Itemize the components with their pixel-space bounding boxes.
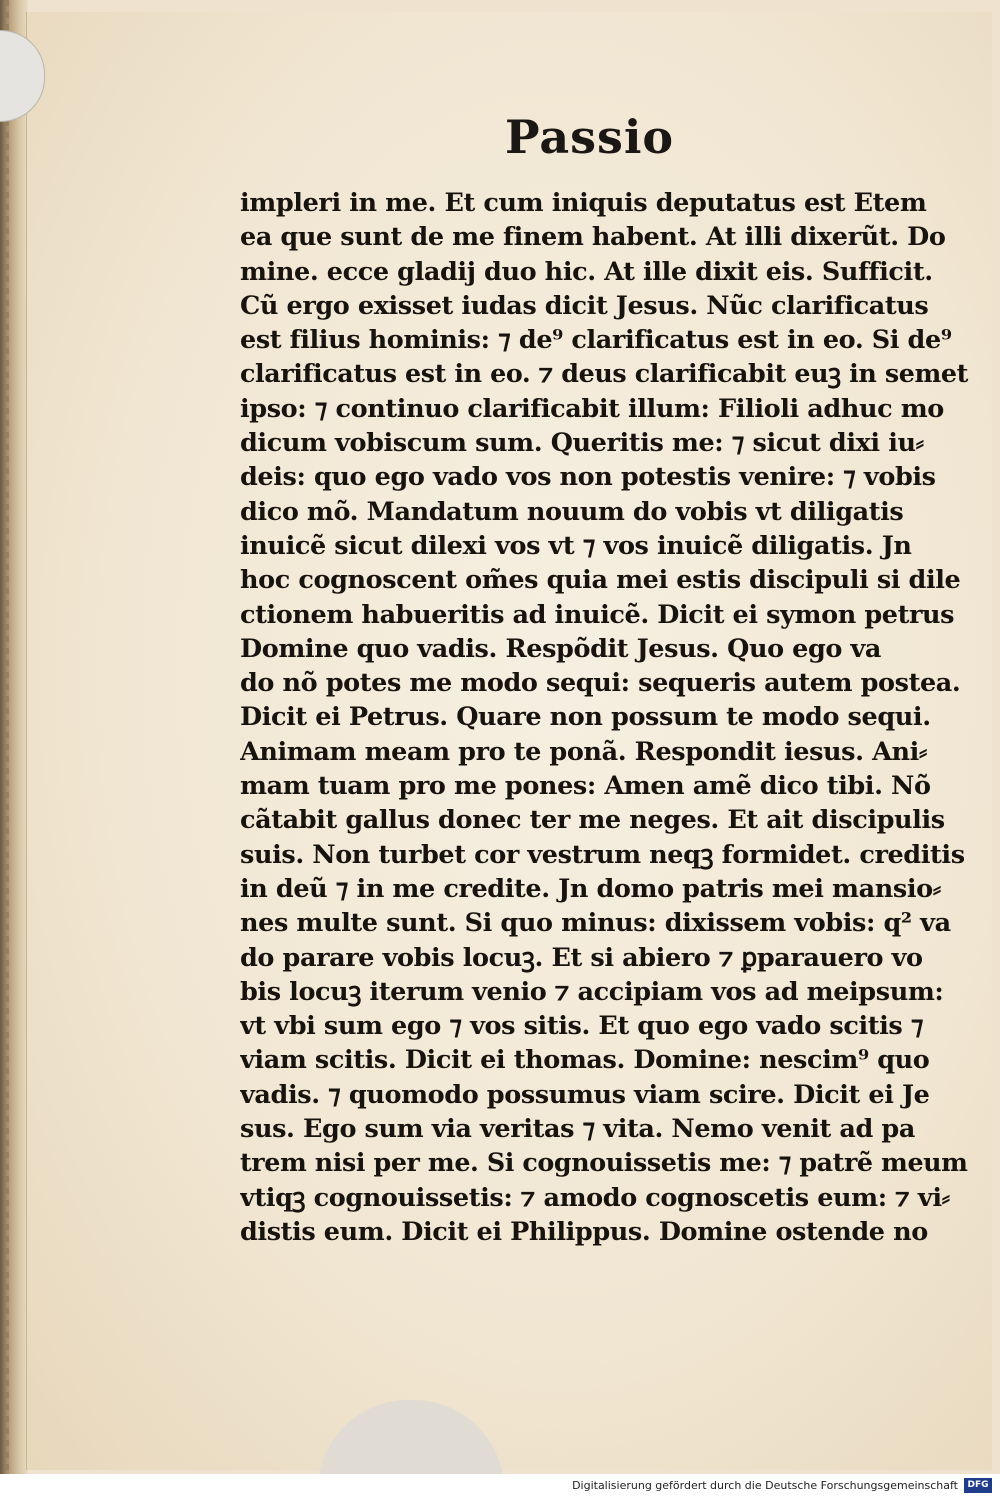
text-line: mam tuam pro me pones: Amen amẽ dico tibi. Nõ	[240, 771, 931, 802]
text-line: vtiqꝫ cognouissetis: ⁊ amodo cognoscetis eum: ⁊ vi⸗	[240, 1182, 950, 1213]
text-line: clarificatus est in eo. ⁊ deus clarificabit euꝫ in semet	[240, 359, 968, 390]
text-line: mine. ecce gladij duo hic. At ille dixit eis. Sufficit.	[240, 256, 933, 287]
text-line: Dicit ei Petrus. Quare non possum te modo sequi.	[240, 702, 931, 733]
text-line: nes multe sunt. Si quo minus: dixissem vobis: q² va	[240, 908, 951, 939]
text-line: sus. Ego sum via veritas ⁊ vita. Nemo venit ad pa	[240, 1114, 915, 1145]
text-line: do parare vobis locuꝫ. Et si abiero ⁊ ꝑparauero vo	[240, 942, 923, 973]
dfg-logo: DFG	[964, 1478, 992, 1493]
footer	[0, 1474, 1000, 1498]
text-line: impleri in me. Et cum iniquis deputatus est Etem	[240, 188, 927, 218]
text-line: suis. Non turbet cor vestrum neqꝫ formidet. creditis	[240, 839, 965, 870]
text-line: bis locuꝫ iterum venio ⁊ accipiam vos ad meipsum:	[240, 976, 944, 1007]
running-title: Passio	[505, 110, 675, 164]
text-line: cãtabit gallus donec ter me neges. Et ait discipulis	[240, 805, 945, 836]
footer-credit: Digitalisierung gefördert durch die Deutsche Forschungsgemeinschaft	[572, 1479, 958, 1492]
text-line: in deũ ⁊ in me credite. Jn domo patris mei mansio⸗	[240, 873, 941, 904]
text-line: Animam meam pro te ponã. Respondit iesus. Ani⸗	[240, 736, 927, 767]
text-line: vadis. ⁊ quomodo possumus viam scire. Dicit ei Je	[240, 1079, 930, 1110]
text-line: trem nisi per me. Si cognouissetis me: ⁊ patrẽ meum	[240, 1148, 968, 1179]
text-line: ipso: ⁊ continuo clarificabit illum: Filioli adhuc mo	[240, 393, 944, 424]
text-block	[240, 186, 968, 1249]
text-line: Domine quo vadis. Respõdit Jesus. Quo ego va	[240, 633, 882, 664]
text-line: est filius hominis: ⁊ de⁹ clarificatus est in eo. Si de⁹	[240, 325, 952, 356]
text-line: do nõ potes me modo sequi: sequeris autem postea.	[240, 668, 961, 699]
text-line: distis eum. Dicit ei Philippus. Domine ostende no	[240, 1216, 928, 1247]
text-line: Cũ ergo exisset iudas dicit Jesus. Nũc clarificatus	[240, 290, 929, 321]
text-line: viam scitis. Dicit ei thomas. Domine: nescim⁹ quo	[240, 1045, 930, 1076]
text-line: deis: quo ego vado vos non potestis venire: ⁊ vobis	[240, 462, 936, 493]
text-line: ctionem habueritis ad inuicẽ. Dicit ei symon petrus	[240, 599, 955, 630]
text-line: ea que sunt de me finem habent. At illi dixerũt. Do	[240, 222, 946, 253]
text-line: dicum vobiscum sum. Queritis me: ⁊ sicut dixi iu⸗	[240, 428, 924, 459]
text-line: hoc cognoscent om̃es quia mei estis discipuli si dile	[240, 565, 961, 596]
text-line: dico mõ. Mandatum nouum do vobis vt diligatis	[240, 496, 904, 527]
text-line: vt vbi sum ego ⁊ vos sitis. Et quo ego vado scitis ⁊	[240, 1011, 924, 1042]
text-line: inuicẽ sicut dilexi vos vt ⁊ vos inuicẽ diligatis. Jn	[240, 530, 912, 561]
book-spine	[0, 0, 28, 1474]
